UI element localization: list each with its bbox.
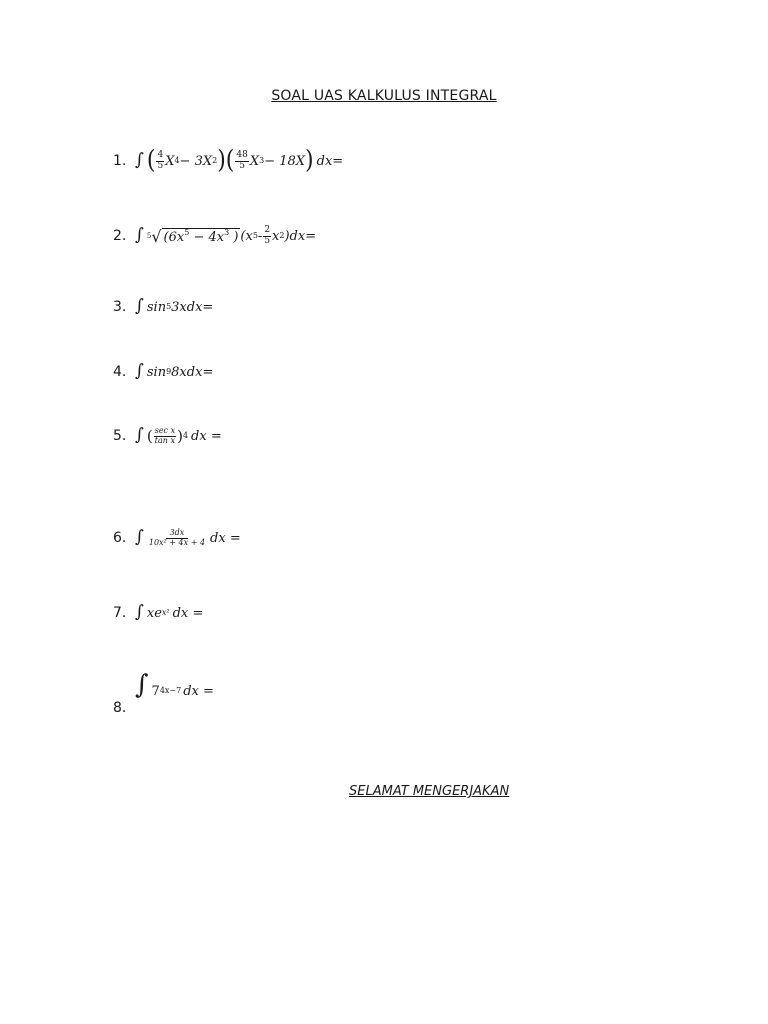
question-number: 6. [113,530,127,546]
integral-sign: ∫ [135,150,144,170]
page-title: SOAL UAS KALKULUS INTEGRAL [271,88,497,104]
root-index: 5 [146,232,152,240]
left-paren: ( [146,146,156,175]
question-number: 3. [113,299,127,315]
question-expression: ∫ 7 4x−7 dx = [135,670,214,700]
term: − 4x [193,229,225,245]
denominator: tan x [154,435,175,445]
term: − 18X [264,153,306,169]
fraction [154,427,176,445]
denominator: 10x² + 4x + 4 [148,537,206,547]
right-paren: ) [177,427,183,445]
integral-sign: ∫ [135,425,144,445]
right-paren: ) [305,146,314,175]
question-7 [113,603,203,623]
numerator: 2 [264,225,271,236]
question-expression: ∫ ( $\frac{4}{5}$ X 4 − 3X 2 ) ( $\frac{48}{5}$ X 3 − 18X ) dx= [135,146,344,175]
radical-sign: √ [151,226,162,246]
differential: dx = [210,530,241,546]
term: (x [240,228,253,244]
differential: )dx= [284,228,317,244]
integral-sign: ∫ [135,361,144,381]
question-number: 8. [113,700,127,716]
right-paren: ) [217,146,226,175]
question-expression: ∫ ( $\frac{\text{sec x}}{\text{tan x}}$ ) 4 dx = [135,425,222,445]
fraction [156,151,164,171]
term: ) [233,229,239,245]
question-8 [113,670,214,716]
question-number: 7. [113,605,127,621]
question-expression: ∫ xe x² dx = [135,602,204,622]
question-number: 1. [113,153,127,169]
radicand [162,228,241,245]
term: xe [146,605,162,621]
integral-sign: ∫ [135,602,144,622]
denominator: 5 [264,235,271,246]
variable: X [165,153,175,169]
base: 7 [151,683,160,699]
question-number: 5. [113,428,127,444]
left-paren: ( [146,427,153,445]
numerator: 4 [157,150,164,161]
question-expression: ∫ sin 9 8xdx= [135,361,214,381]
left-paren: ( [225,146,235,175]
function: sin [146,364,167,380]
denominator: 5 [157,160,164,171]
integral-sign: ∫ [135,296,144,316]
question-1 [113,146,344,175]
variable: x [272,228,280,244]
denominator: 5 [239,160,245,171]
question-3 [113,297,213,317]
question-2 [113,226,316,246]
differential: dx= [316,153,344,169]
fraction [263,226,271,246]
question-6 [113,528,241,548]
term: 8xdx= [171,364,214,380]
numerator: sec x [154,426,176,436]
term: 3xdx= [171,299,214,315]
question-expression: ∫ sin 5 3xdx= [135,296,214,316]
term: (6x [163,229,185,245]
question-number: 2. [113,228,127,244]
dash: - [257,228,263,244]
question-5 [113,426,222,446]
differential: dx = [183,683,214,699]
integral-sign: ∫ [135,225,144,245]
question-4 [113,362,213,382]
exponent: 3 [224,227,230,237]
question-expression: ∫ 5 √ ($6x^5 - 4x^3$ ) (x 5 - $\frac{2}{5}$ x 2 )dx= [135,225,317,246]
differential: dx = [172,605,204,621]
fraction [148,529,206,547]
closing-message: SELAMAT MENGERJAKAN [349,784,510,799]
fraction [235,151,248,171]
numerator: 3dx [166,529,189,538]
question-expression [135,528,241,548]
numerator: 48 [236,150,248,161]
question-number: 4. [113,364,127,380]
exponent: 5 [184,227,190,237]
differential: dx = [191,428,222,444]
integral-sign: ∫ [135,527,144,547]
function: sin [146,299,167,315]
integral-sign: ∫ [135,670,149,700]
variable: X [249,153,260,169]
term: − 3X [179,153,213,169]
